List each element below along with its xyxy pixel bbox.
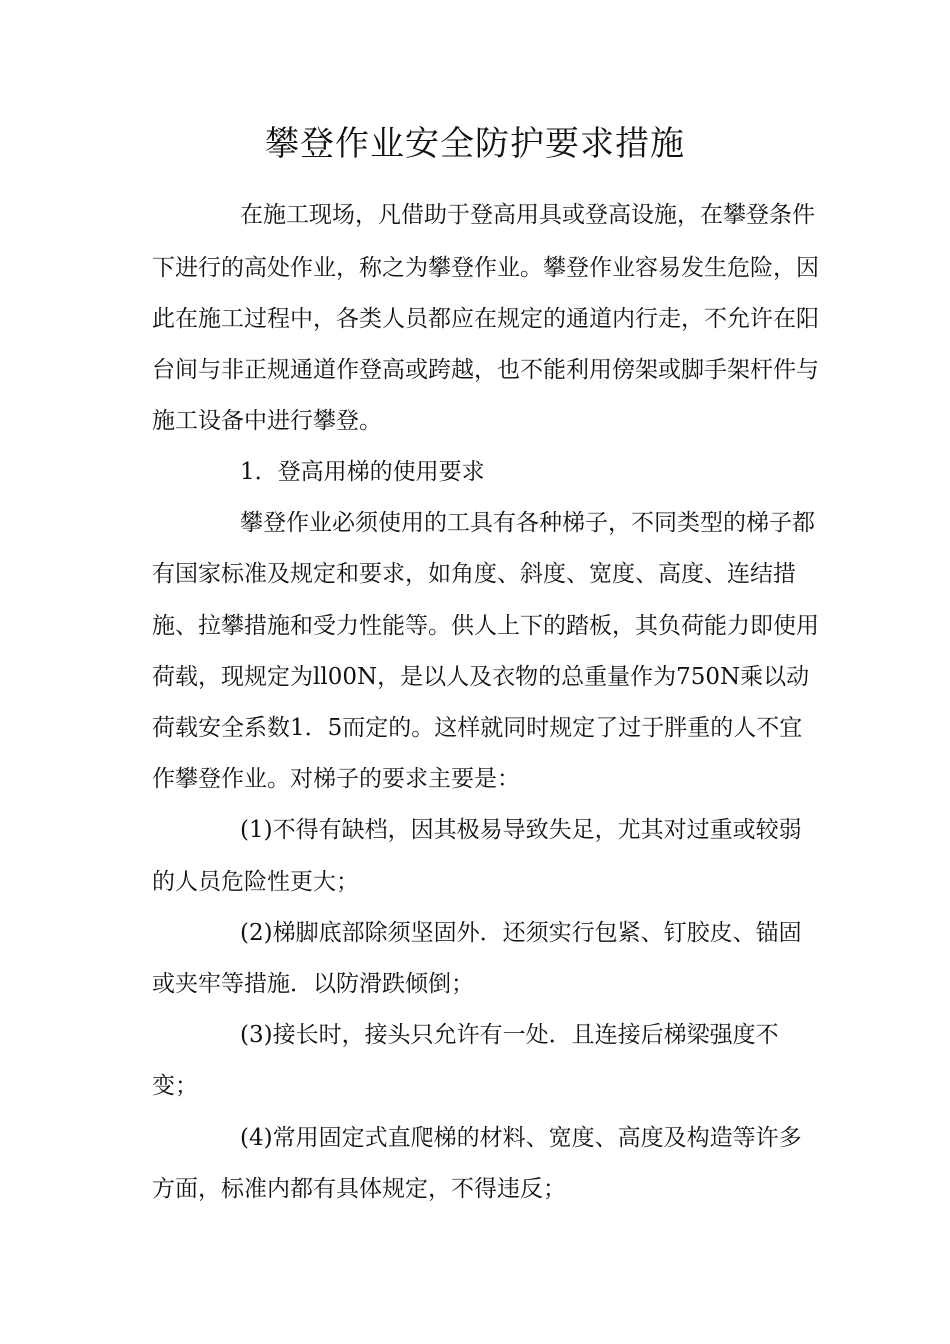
paragraph-line: 施工设备中进行攀登。 — [152, 408, 382, 434]
paragraph-line: 台间与非正规通道作登高或跨越，也不能利用傍架或脚手架杆件与 — [152, 357, 819, 383]
paragraph-line: 有国家标准及规定和要求，如角度、斜度、宽度、高度、连结措 — [152, 561, 796, 587]
document-title: 攀登作业安全防护要求措施 — [265, 124, 685, 164]
section-heading: 1．登高用梯的使用要求 — [240, 459, 485, 485]
list-item-line: (1)不得有缺档，因其极易导致失足，尤其对过重或较弱 — [240, 817, 802, 843]
list-item-line: (3)接长时，接头只允许有一处．且连接后梯梁强度不 — [240, 1022, 779, 1048]
paragraph-line: 攀登作业必须使用的工具有各种梯子，不同类型的梯子都 — [240, 510, 815, 536]
paragraph-line: 施、拉攀措施和受力性能等。供人上下的踏板，其负荷能力即使用 — [152, 613, 819, 639]
list-item-line: (4)常用固定式直爬梯的材料、宽度、高度及构造等许多 — [240, 1125, 802, 1151]
list-item-line: 方面，标准内都有具体规定，不得违反； — [152, 1176, 566, 1202]
list-item-line: 变； — [152, 1073, 198, 1099]
list-item-line: 或夹牢等措施．以防滑跌倾倒； — [152, 971, 474, 997]
paragraph-line: 此在施工过程中，各类人员都应在规定的通道内行走，不允许在阳 — [152, 306, 819, 332]
paragraph-line: 下进行的高处作业，称之为攀登作业。攀登作业容易发生危险，因 — [152, 255, 819, 281]
list-item-line: (2)梯脚底部除须坚固外．还须实行包紧、钉胶皮、锚固 — [240, 920, 802, 946]
list-item-line: 的人员危险性更大； — [152, 869, 359, 895]
paragraph-line: 在施工现场，凡借助于登高用具或登高设施，在攀登条件 — [240, 202, 815, 228]
paragraph-line: 作攀登作业。对梯子的要求主要是： — [152, 766, 520, 792]
paragraph-line: 荷载安全系数1．5而定的。这样就同时规定了过于胖重的人不宜 — [152, 715, 803, 741]
paragraph-line: 荷载，现规定为ll00N，是以人及衣物的总重量作为750N乘以动 — [152, 664, 810, 690]
